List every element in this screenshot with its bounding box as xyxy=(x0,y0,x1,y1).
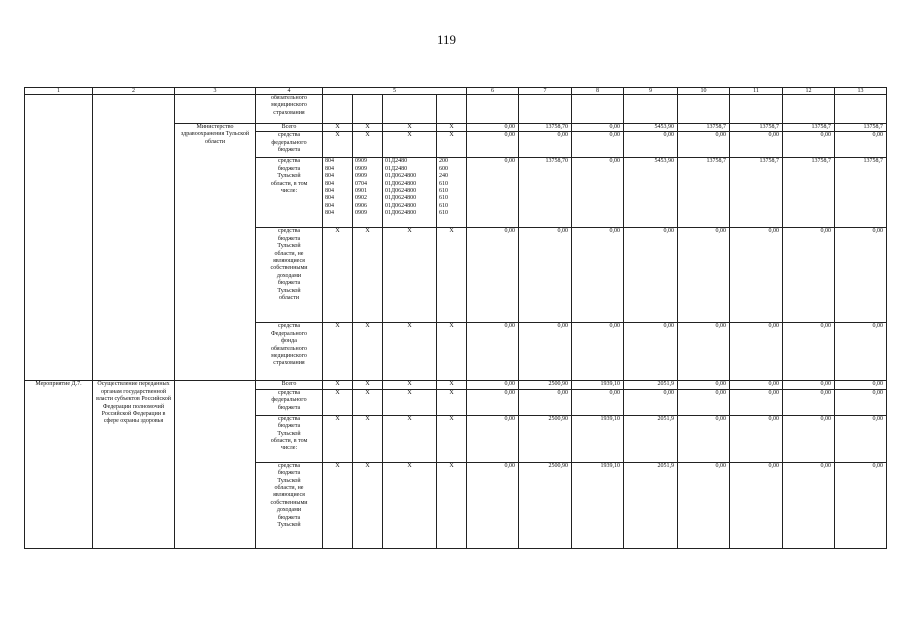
header-row xyxy=(25,88,887,95)
header-cell: 9 xyxy=(624,88,678,95)
source-label: средства Федерального фонда обязательного медицинского страхования xyxy=(256,323,323,381)
source-label: средства федерального бюджета xyxy=(256,389,323,415)
header-cell: 4 xyxy=(256,88,323,95)
header-cell: 11 xyxy=(730,88,783,95)
header-cell: 13 xyxy=(835,88,887,95)
col1-empty xyxy=(25,95,93,381)
col3-empty xyxy=(175,95,256,124)
col3-empty xyxy=(175,381,256,548)
event-number: Мероприятие Д.7. xyxy=(25,381,93,548)
header-cell: 6 xyxy=(467,88,519,95)
header-cell: 3 xyxy=(175,88,256,95)
table-row xyxy=(25,95,887,124)
table-row: средства бюджета Тульской области, не являющиеся собственными доходами бюджета Тульской области X X X X 0,00 0,00 0,00 0,00 0,00 0,00 0,00 0,00 xyxy=(25,228,887,323)
page-number: 119 xyxy=(437,32,457,47)
source-label: обязательного медицинского страхования xyxy=(256,95,323,124)
code-column: 0909 0909 0909 0704 0901 0902 0906 0909 xyxy=(353,158,383,228)
table-row: средства бюджета Тульской области, в том числе: 804 804 804 804 804 804 804 804 0909 0909 0909 0704 0901 0902 0906 0909 01Д2480 01Д2480 01Д0624800 01Д0624800 01Д0624800 01Д0624800 01Д0624800 01Д0624800 200 600 240 610 610 610 610 610 0,00 13758,70 0,00 5453,90 13758,7 13758,7 13758,7 13758,7 xyxy=(25,158,887,228)
header-cell: 12 xyxy=(783,88,835,95)
source-label: средства бюджета Тульской области, не являющиеся собственными доходами бюджета Тульской xyxy=(256,462,323,548)
source-label: Всего xyxy=(256,381,323,389)
header-cell: 1 xyxy=(25,88,93,95)
table-row: средства федерального бюджета X X X X 0,00 0,00 0,00 0,00 0,00 0,00 0,00 0,00 xyxy=(25,389,887,415)
source-label: средства бюджета Тульской области, не являющиеся собственными доходами бюджета Тульской области xyxy=(256,228,323,323)
responsible-org: Министерство здравоохранения Тульской области xyxy=(175,124,256,381)
header-cell: 2 xyxy=(93,88,175,95)
source-label: средства бюджета Тульской области, в том числе: xyxy=(256,415,323,462)
table-row: средства федерального бюджета X X X X 0,00 0,00 0,00 0,00 0,00 0,00 0,00 0,00 xyxy=(25,132,887,158)
code-column: 200 600 240 610 610 610 610 610 xyxy=(437,158,467,228)
code-column: 01Д2480 01Д2480 01Д0624800 01Д0624800 01Д0624800 01Д0624800 01Д0624800 01Д0624800 xyxy=(383,158,437,228)
table-row: средства бюджета Тульской области, не являющиеся собственными доходами бюджета Тульской X X X X 0,00 2500,90 1939,10 2051,9 0,00 0,00 0,00 0,00 xyxy=(25,462,887,548)
col2-empty xyxy=(93,95,175,381)
table-row: Мероприятие Д.7. Осуществление переданных органам государственной власти субъектов Российской Федерации полномочий Российской Федерации в сфере охраны здоровья Всего X X X X 0,00 2500,90 1939,10 2051,9 0,00 0,00 0,00 0,00 xyxy=(25,381,887,389)
table-row: средства бюджета Тульской области, в том числе: X X X X 0,00 2500,90 1939,10 2051,9 0,00 0,00 0,00 0,00 xyxy=(25,415,887,462)
event-description: Осуществление переданных органам государственной власти субъектов Российской Федерации полномочий Российской Федерации в сфере охраны здоровья xyxy=(93,381,175,548)
source-label: Всего xyxy=(256,124,323,132)
header-cell: 10 xyxy=(678,88,730,95)
code-column: 804 804 804 804 804 804 804 804 xyxy=(323,158,353,228)
table-row: Министерство здравоохранения Тульской области Всего X X X X 0,00 13758,70 0,00 5453,90 13758,7 13758,7 13758,7 13758,7 xyxy=(25,124,887,132)
budget-table xyxy=(24,87,887,549)
source-label: средства бюджета Тульской области, в том числе: xyxy=(256,158,323,228)
header-cell: 5 xyxy=(323,88,467,95)
table-row: средства Федерального фонда обязательного медицинского страхования X X X X 0,00 0,00 0,00 0,00 0,00 0,00 0,00 0,00 xyxy=(25,323,887,381)
header-cell: 7 xyxy=(519,88,572,95)
source-label: средства федерального бюджета xyxy=(256,132,323,158)
header-cell: 8 xyxy=(572,88,624,95)
